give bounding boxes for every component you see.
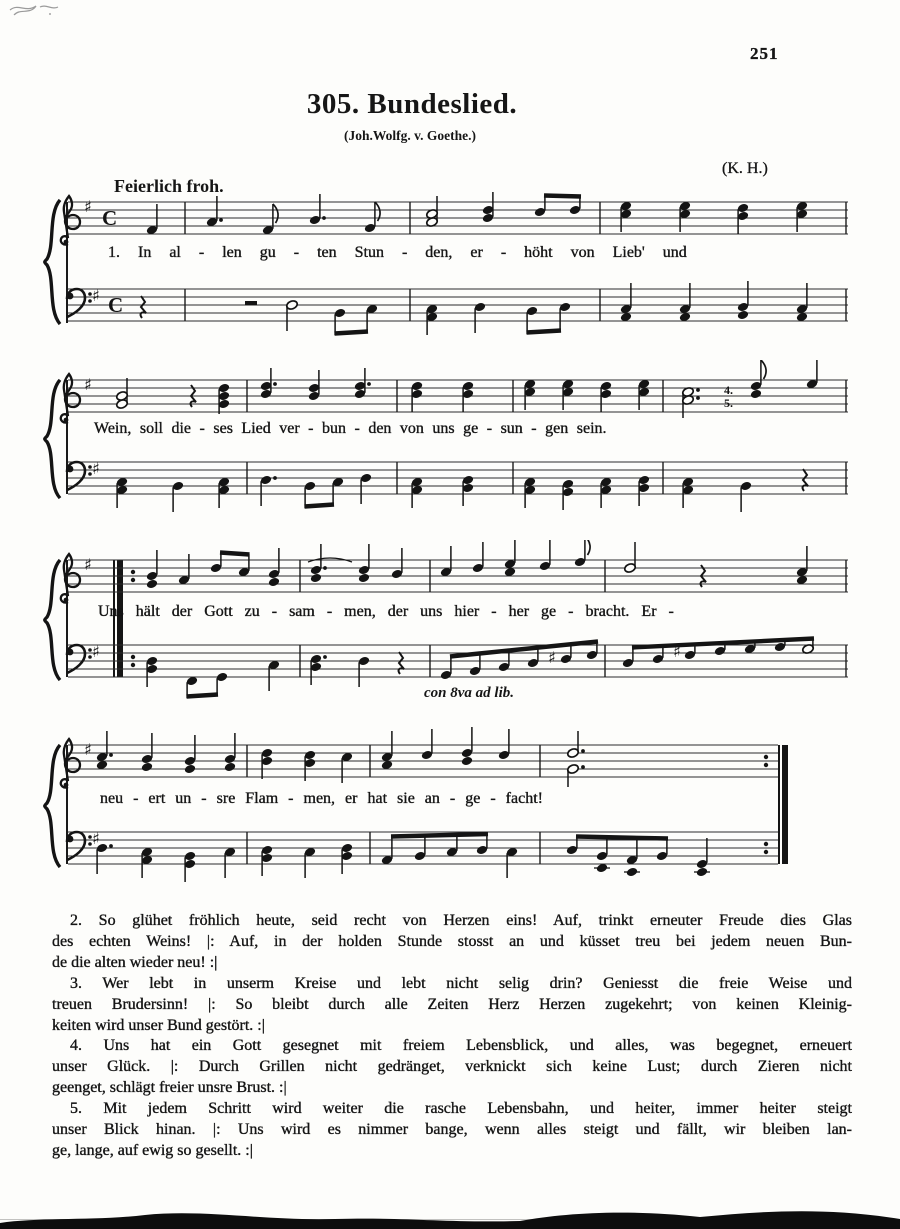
octave-marking: con 8va ad lib. [424, 685, 514, 701]
key-signature-sharp: ♯ [92, 829, 100, 848]
bass-staff-system-1 [40, 279, 850, 353]
notes-treble-2 [116, 360, 819, 418]
notes-bass-2 [116, 469, 808, 512]
key-signature-sharp: ♯ [92, 286, 100, 305]
bass-staff-system-4 [40, 822, 790, 896]
verse-3-line-2: treuen Brudersinn! |: So bleibt durch alle Zeiten Herz Herzen zugekehrt; von keinen Kleinig- [52, 995, 852, 1013]
treble-staff-system-3 [40, 540, 850, 610]
time-signature: C [102, 206, 118, 230]
notes-treble-3 [146, 540, 809, 589]
verse-2-line-3: de die alten wieder neu! :| [52, 953, 218, 971]
verse-5-line-1: 5. Mit jedem Schritt wird weiter die rasche Lebensbahn, und heiter, immer heiter steigt [70, 1100, 852, 1118]
vocal-line-1: 1. In al - len gu - ten Stun - den, er - höht von Lieb' und [108, 244, 687, 261]
treble-staff-system-1 [40, 182, 850, 252]
key-signature-sharp: ♯ [84, 375, 92, 394]
verse-4-line-2: unser Glück. |: Durch Grillen nicht gedränget, verknickt sich keine Lust; durch Zieren nicht [52, 1058, 852, 1076]
notes-treble-1 [146, 192, 809, 235]
piece-title: 305. Bundeslied. [306, 88, 518, 120]
verse-text-block [52, 911, 852, 1162]
composer-credit: (K. H.) [722, 160, 768, 177]
lyricist-credit: (Joh.Wolfg. v. Goethe.) [344, 128, 476, 143]
key-signature-sharp: ♯ [92, 642, 100, 661]
verse-4-line-3: geenget, schlägt freier unsre Brust. :| [52, 1079, 287, 1097]
bass-staff-system-2 [40, 452, 850, 526]
notes-treble-4 [96, 727, 768, 787]
notes-bass-4 [96, 834, 768, 882]
verse-4-line-1: 4. Uns hat ein Gott gesegnet mit freiem Lebensblick, und alles, was begegnet, erneuert [70, 1037, 852, 1055]
treble-staff-system-4 [40, 725, 790, 795]
time-signature: C [108, 293, 124, 317]
tempo-marking: Feierlich froh. [114, 176, 224, 196]
volta-label-4: 4. [724, 383, 733, 397]
accidental-sharp: ♯ [548, 648, 556, 667]
verse-2-line-2: des echten Weins! |: Auf, in der holden Stunde stosst an und küsset treu bei jedem neuen Bun- [52, 932, 852, 950]
verse-3-line-1: 3. Wer lebt in unserm Kreise und lebt nicht selig drin? Geniesst die freie Weise und [70, 974, 852, 992]
verse-5-line-3: ge, lange, auf ewig so gesellt. :| [52, 1141, 253, 1159]
key-signature-sharp: ♯ [84, 555, 92, 574]
key-signature-sharp: ♯ [92, 459, 100, 478]
vocal-line-2: Wein, soll die - ses Lied ver - bun - den von uns ge - sun - gen sein. [94, 420, 607, 437]
page-number: 251 [750, 44, 779, 63]
vocal-line-3: Uns hält der Gott zu - sam - men, der uns hier - her ge - bracht. Er - [98, 603, 674, 620]
scan-artifact-squiggle [6, 1, 76, 23]
key-signature-sharp: ♯ [84, 740, 92, 759]
verse-5-line-2: unser Blick hinan. |: Uns wird es nimmer bange, wenn alles steigt und fällt, wir bleiben lan- [52, 1121, 852, 1139]
verse-3-line-3: keiten wird unser Bund gestört. :| [52, 1016, 265, 1034]
scan-artifact-bottom-edge [0, 1200, 900, 1229]
accidental-sharp: ♯ [673, 642, 681, 661]
verse-2-line-1: 2. So glühet fröhlich heute, seid recht von Herzen eins! Auf, trinkt erneuter Freude dies Glas [70, 912, 852, 929]
volta-label-5: 5. [724, 396, 733, 410]
key-signature-sharp: ♯ [84, 197, 92, 216]
vocal-line-4: neu - ert un - sre Flam - men, er hat sie an - ge - facht! [100, 790, 543, 807]
